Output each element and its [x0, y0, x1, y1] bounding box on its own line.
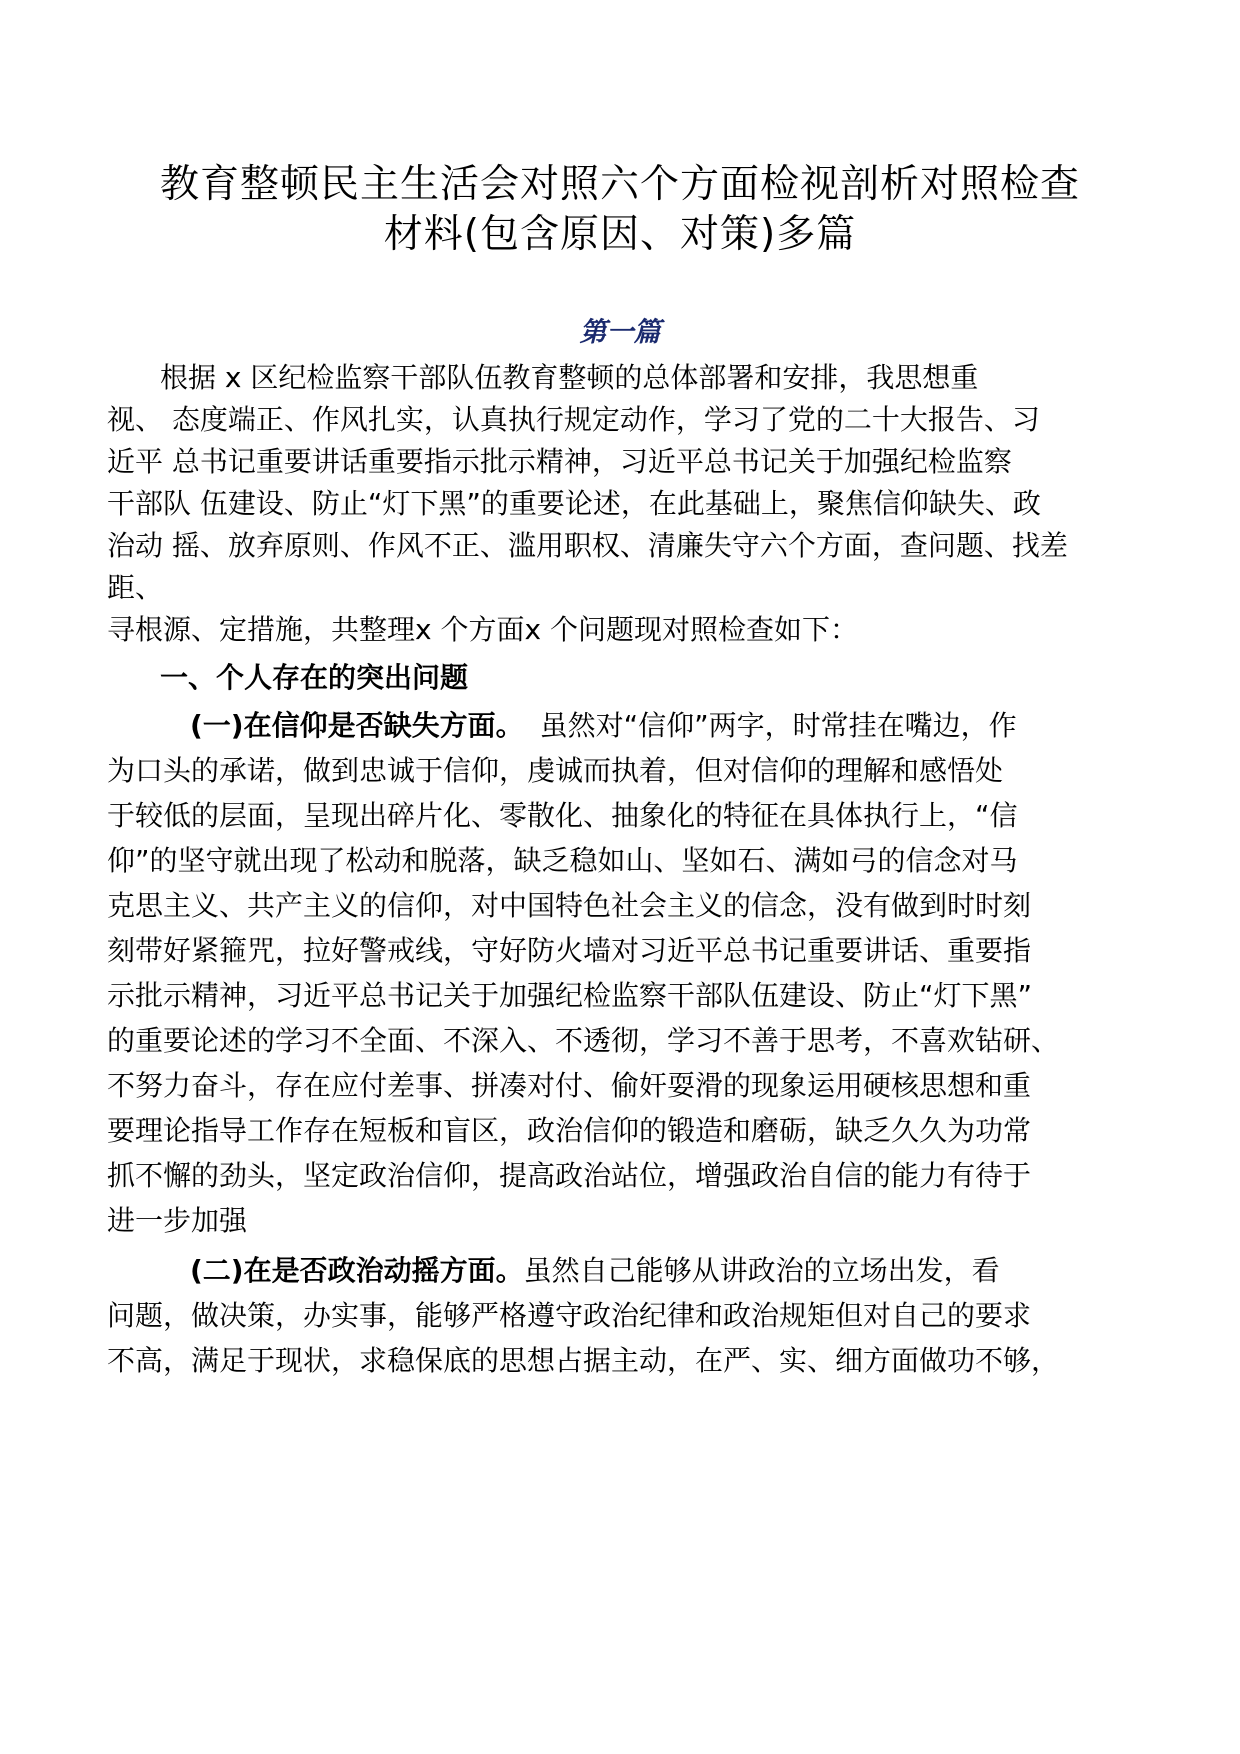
intro-line: 近平 总书记重要讲话重要指示批示精神，习近平总书记关于加强纪检监察	[107, 445, 1012, 478]
paragraph-line: 于较低的层面，呈现出碎片化、零散化、抽象化的特征在具体执行上，“信	[107, 799, 1018, 832]
paragraph-line: 示批示精神，习近平总书记关于加强纪检监察干部队伍建设、防止“灯下黑”	[107, 979, 1033, 1012]
paragraph-line: 不努力奋斗，存在应付差事、拼凑对付、偷奸耍滑的现象运用硬核思想和重	[107, 1069, 1032, 1102]
intro-line: 干部队 伍建设、防止“灯下黑”的重要论述，在此基础上，聚焦信仰缺失、政	[107, 487, 1041, 520]
section-heading: 一、个人存在的突出问题	[160, 661, 469, 694]
paragraph-line: 进一步加强	[107, 1204, 248, 1237]
item-heading: (一)在信仰是否缺失方面。	[190, 709, 524, 742]
intro-line: 视、 态度端正、作风扎实，认真执行规定动作，学习了党的二十大报告、习	[107, 403, 1040, 436]
paragraph-line: 抓不懈的劲头，坚定政治信仰，提高政治站位，增强政治自信的能力有待于	[107, 1159, 1032, 1192]
paragraph-line: 的重要论述的学习不全面、不深入、不透彻，学习不善于思考，不喜欢钻研、	[107, 1024, 1060, 1057]
document-title-line-2: 材料(包含原因、对策)多篇	[383, 212, 857, 257]
paragraph-line: 要理论指导工作存在短板和盲区，政治信仰的锻造和磨砺，缺乏久久为功常	[107, 1114, 1032, 1147]
intro-line: 根据 x 区纪检监察干部队伍教育整顿的总体部署和安排，我思想重	[160, 361, 979, 394]
paragraph-text: 虽然对“信仰”两字，时常挂在嘴边，作	[539, 709, 1017, 742]
item-heading: (二)在是否政治动摇方面。	[190, 1254, 524, 1287]
paragraph-first-line	[190, 706, 1017, 746]
paragraph-line: 不高，满足于现状，求稳保底的思想占据主动，在严、实、细方面做功不够，	[107, 1344, 1060, 1377]
paragraph-first-line	[190, 1251, 1000, 1291]
document-title-line-1: 教育整顿民主生活会对照六个方面检视剖析对照检查	[159, 162, 1080, 207]
paragraph-line: 仰”的坚守就出现了松动和脱落，缺乏稳如山、坚如石、满如弓的信念对马	[107, 844, 1018, 877]
intro-line: 距、	[107, 571, 164, 604]
paragraph-line: 为口头的承诺，做到忠诚于信仰，虔诚而执着，但对信仰的理解和感悟处	[107, 754, 1004, 787]
intro-line: 寻根源、定措施，共整理x 个方面x 个问题现对照检查如下：	[107, 613, 858, 646]
chapter-heading: 第一篇	[579, 317, 661, 348]
paragraph-line: 问题，做决策，办实事，能够严格遵守政治纪律和政治规矩但对自己的要求	[107, 1299, 1032, 1332]
intro-line: 治动 摇、放弃原则、作风不正、滥用职权、清廉失守六个方面，查问题、找差	[107, 529, 1068, 562]
paragraph-line: 刻带好紧箍咒，拉好警戒线，守好防火墙对习近平总书记重要讲话、重要指	[107, 934, 1032, 967]
paragraph-line: 克思主义、共产主义的信仰，对中国特色社会主义的信念，没有做到时时刻	[107, 889, 1032, 922]
paragraph-text: 虽然自己能够从讲政治的立场出发，看	[523, 1254, 1000, 1287]
